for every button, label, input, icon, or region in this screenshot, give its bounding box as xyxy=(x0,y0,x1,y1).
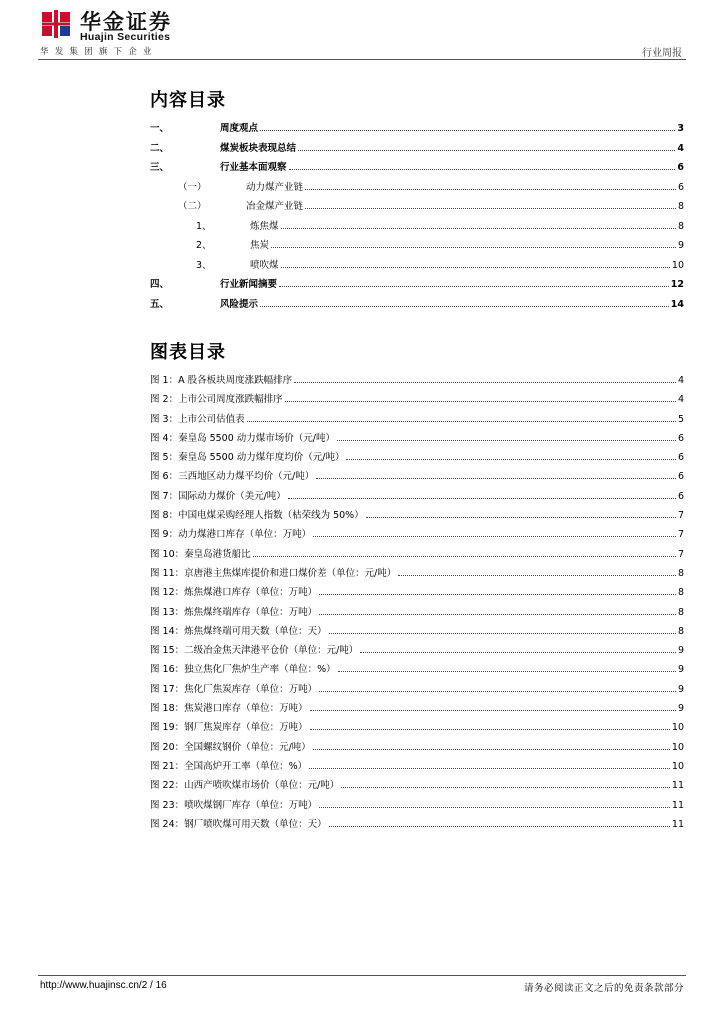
figure-entry[interactable] xyxy=(150,793,684,812)
figure-entry-label: 图 2：上市公司周度涨跌幅排序 xyxy=(150,394,283,406)
figure-entry-label: 图 12：炼焦煤港口库存（单位：万吨） xyxy=(150,587,318,599)
figure-entry-page: 11 xyxy=(671,799,684,811)
figure-entry-page: 8 xyxy=(677,625,684,637)
dot-leader xyxy=(329,624,676,634)
figure-entry-page: 4 xyxy=(677,375,684,386)
dot-leader xyxy=(309,759,670,769)
toc-entry-page: 6 xyxy=(677,181,684,193)
figure-entry-label: 图 17：焦化厂焦炭库存（单位：万吨） xyxy=(150,683,318,695)
toc-entry-title: 喷吹煤 xyxy=(250,259,279,271)
toc-entry[interactable] xyxy=(150,116,684,136)
figure-entry[interactable] xyxy=(150,542,684,561)
figure-entry-label: 图 4：秦皇岛 5500 动力煤市场价（元/吨） xyxy=(150,432,335,444)
figure-entry-label: 图 1：A 股各板块周度涨跌幅排序 xyxy=(150,375,293,386)
figure-entry[interactable] xyxy=(150,445,684,464)
toc-entry-title: 动力煤产业链 xyxy=(246,181,304,193)
dot-leader xyxy=(281,219,676,229)
dot-leader xyxy=(285,392,676,402)
figure-entry-label: 图 18：焦炭港口库存（单位：万吨） xyxy=(150,703,308,715)
toc-entry-number: 3、 xyxy=(196,259,212,271)
dot-leader xyxy=(271,238,676,248)
figure-entry-page: 10 xyxy=(671,760,684,772)
figure-entry-label: 图 24：钢厂喷吹煤可用天数（单位：天） xyxy=(150,818,327,830)
dot-leader xyxy=(310,701,676,711)
toc-entry-title: 风险提示 xyxy=(220,298,259,310)
figure-entry-page: 8 xyxy=(677,587,684,599)
toc-entry-page: 9 xyxy=(677,240,684,251)
figure-entry-label: 图 11：京唐港主焦煤库提价和进口煤价差（单位：元/吨） xyxy=(150,567,397,579)
dot-leader xyxy=(329,817,670,827)
dot-leader xyxy=(279,277,669,287)
toc-entry-number: 四、 xyxy=(150,279,170,290)
dot-leader xyxy=(281,258,670,268)
dot-leader xyxy=(337,431,676,441)
figures-list xyxy=(150,368,684,831)
toc-entry[interactable] xyxy=(150,272,684,292)
figure-entry-label: 图 8：中国电煤采购经理人指数（枯荣线为 50%） xyxy=(150,510,364,522)
figure-entry-page: 9 xyxy=(677,645,684,657)
toc-entry-number: （一） xyxy=(178,181,207,193)
dot-leader xyxy=(360,643,676,653)
figure-entry[interactable] xyxy=(150,407,684,426)
figure-entry-label: 图 19：钢厂焦炭库存（单位：万吨） xyxy=(150,722,308,734)
dot-leader xyxy=(253,547,676,557)
figure-entry-label: 图 3：上市公司估值表 xyxy=(150,413,245,425)
toc-entry-title: 行业基本面观察 xyxy=(220,162,287,173)
dot-leader xyxy=(260,297,669,307)
dot-leader xyxy=(319,682,676,692)
figure-entry-page: 7 xyxy=(677,548,684,560)
dot-leader xyxy=(305,180,676,190)
figure-entry-label: 图 22：山西产喷吹煤市场价（单位：元/吨） xyxy=(150,780,340,792)
footer-disclaimer: 请务必阅读正文之后的免责条款部分 xyxy=(523,983,684,994)
figure-entry[interactable] xyxy=(150,580,684,599)
toc-entry[interactable] xyxy=(150,175,684,195)
dot-leader xyxy=(338,662,676,672)
figure-entry-page: 8 xyxy=(677,567,684,579)
figure-entry-page: 10 xyxy=(671,722,684,734)
figure-entry[interactable] xyxy=(150,600,684,619)
figure-entry-page: 6 xyxy=(677,490,684,502)
figure-entry[interactable] xyxy=(150,368,684,387)
figure-entry-page: 4 xyxy=(677,394,684,406)
figure-entry[interactable] xyxy=(150,638,684,657)
dot-leader xyxy=(313,740,670,750)
brand-name-cn: 华金证券 xyxy=(80,10,172,34)
figure-entry[interactable] xyxy=(150,657,684,676)
dot-leader xyxy=(247,412,676,422)
toc-entry-page: 8 xyxy=(677,220,684,232)
toc-entry-number: （二） xyxy=(178,201,207,212)
contents-list xyxy=(150,116,684,311)
toc-entry-title: 行业新闻摘要 xyxy=(220,279,278,290)
toc-entry-number: 1、 xyxy=(196,220,212,232)
figure-entry[interactable] xyxy=(150,503,684,522)
figure-entry-label: 图 6：三西地区动力煤平均价（元/吨） xyxy=(150,471,315,483)
toc-entry-page: 8 xyxy=(677,201,684,212)
toc-entry-page: 14 xyxy=(670,298,684,310)
dot-leader xyxy=(346,450,675,460)
figure-entry-page: 7 xyxy=(677,529,684,541)
dot-leader xyxy=(316,469,676,479)
header-divider xyxy=(38,59,686,60)
toc-entry-page: 10 xyxy=(671,259,684,271)
footer-divider xyxy=(38,975,686,976)
toc-entry-page: 3 xyxy=(677,123,684,134)
toc-entry-number: 2、 xyxy=(196,240,212,251)
figures-title: 图表目录 xyxy=(150,342,226,363)
figure-entry[interactable] xyxy=(150,387,684,406)
figure-entry[interactable] xyxy=(150,715,684,734)
figure-entry-page: 11 xyxy=(671,780,684,792)
figure-entry-page: 7 xyxy=(677,510,684,522)
footer-url-page[interactable]: http://www.huajinsc.cn/2 / 16 xyxy=(40,980,167,991)
dot-leader xyxy=(310,720,670,730)
toc-entry-number: 二、 xyxy=(150,142,170,154)
figure-entry[interactable] xyxy=(150,735,684,754)
toc-entry-number: 一、 xyxy=(150,123,170,134)
toc-entry[interactable] xyxy=(150,194,684,214)
toc-entry-number: 五、 xyxy=(150,298,170,310)
figure-entry[interactable] xyxy=(150,464,684,483)
toc-entry[interactable] xyxy=(150,214,684,234)
toc-entry-title: 炼焦煤 xyxy=(250,220,279,232)
figure-entry-label: 图 15：二级冶金焦天津港平仓价（单位：元/吨） xyxy=(150,645,359,657)
toc-entry[interactable] xyxy=(150,233,684,253)
dot-leader xyxy=(260,121,675,131)
figure-entry[interactable] xyxy=(150,484,684,503)
figure-entry-label: 图 21：全国高炉开工率（单位：%） xyxy=(150,760,308,772)
toc-entry-title: 周度观点 xyxy=(220,123,259,134)
figure-entry-label: 图 16：独立焦化厂焦炉生产率（单位：%） xyxy=(150,664,336,676)
toc-entry-title: 冶金煤产业链 xyxy=(246,201,304,212)
toc-entry-title: 煤炭板块表现总结 xyxy=(220,142,297,154)
contents-title: 内容目录 xyxy=(150,90,226,111)
figure-entry-label: 图 7：国际动力煤价（美元/吨） xyxy=(150,490,286,502)
toc-entry-page: 4 xyxy=(677,142,684,154)
page-header xyxy=(0,0,724,62)
brand-tagline: 华发集团旗下企业 xyxy=(40,47,158,57)
toc-entry[interactable] xyxy=(150,136,684,156)
dot-leader xyxy=(319,798,670,808)
figure-entry-page: 6 xyxy=(677,432,684,444)
brand-name-en: Huajin Securities xyxy=(80,31,171,43)
dot-leader xyxy=(341,778,670,788)
figure-entry[interactable] xyxy=(150,619,684,638)
figure-entry-label: 图 9：动力煤港口库存（单位：万吨） xyxy=(150,529,312,541)
figure-entry-page: 10 xyxy=(671,741,684,753)
dot-leader xyxy=(298,141,675,151)
figure-entry[interactable] xyxy=(150,677,684,696)
figure-entry[interactable] xyxy=(150,561,684,580)
figure-entry-page: 9 xyxy=(677,683,684,695)
figure-entry[interactable] xyxy=(150,773,684,792)
figure-entry-page: 11 xyxy=(671,818,684,830)
figure-entry-label: 图 14：炼焦煤终端可用天数（单位：天） xyxy=(150,625,327,637)
toc-entry[interactable] xyxy=(150,155,684,175)
figure-entry-label: 图 20：全国螺纹钢价（单位：元/吨） xyxy=(150,741,311,753)
figure-entry-label: 图 10：秦皇岛港货船比 xyxy=(150,548,251,560)
report-type: 行业周报 xyxy=(642,48,682,59)
dot-leader xyxy=(313,527,676,537)
figure-entry-page: 8 xyxy=(677,606,684,618)
figure-entry[interactable] xyxy=(150,812,684,831)
figure-entry-label: 图 5：秦皇岛 5500 动力煤年度均价（元/吨） xyxy=(150,452,345,464)
figure-entry[interactable] xyxy=(150,426,684,445)
toc-entry[interactable] xyxy=(150,253,684,273)
toc-entry-page: 6 xyxy=(677,162,684,173)
huajin-logo-icon xyxy=(40,8,72,40)
dot-leader xyxy=(294,373,676,383)
dot-leader xyxy=(319,605,676,615)
toc-entry-title: 焦炭 xyxy=(250,240,270,251)
figure-entry-page: 5 xyxy=(677,413,684,425)
figure-entry-page: 9 xyxy=(677,664,684,676)
figure-entry-page: 6 xyxy=(677,471,684,483)
dot-leader xyxy=(289,160,676,170)
figure-entry[interactable] xyxy=(150,696,684,715)
dot-leader xyxy=(366,508,676,518)
toc-entry-page: 12 xyxy=(670,279,684,290)
dot-leader xyxy=(288,489,676,499)
dot-leader xyxy=(305,199,676,209)
figure-entry-label: 图 23：喷吹煤钢厂库存（单位：万吨） xyxy=(150,799,318,811)
figure-entry-page: 9 xyxy=(677,703,684,715)
figure-entry[interactable] xyxy=(150,754,684,773)
figure-entry-page: 6 xyxy=(677,452,684,464)
toc-entry-number: 三、 xyxy=(150,162,170,173)
dot-leader xyxy=(319,585,676,595)
figure-entry-label: 图 13：炼焦煤终端库存（单位：万吨） xyxy=(150,606,318,618)
dot-leader xyxy=(398,566,676,576)
toc-entry[interactable] xyxy=(150,292,684,312)
figure-entry[interactable] xyxy=(150,522,684,541)
